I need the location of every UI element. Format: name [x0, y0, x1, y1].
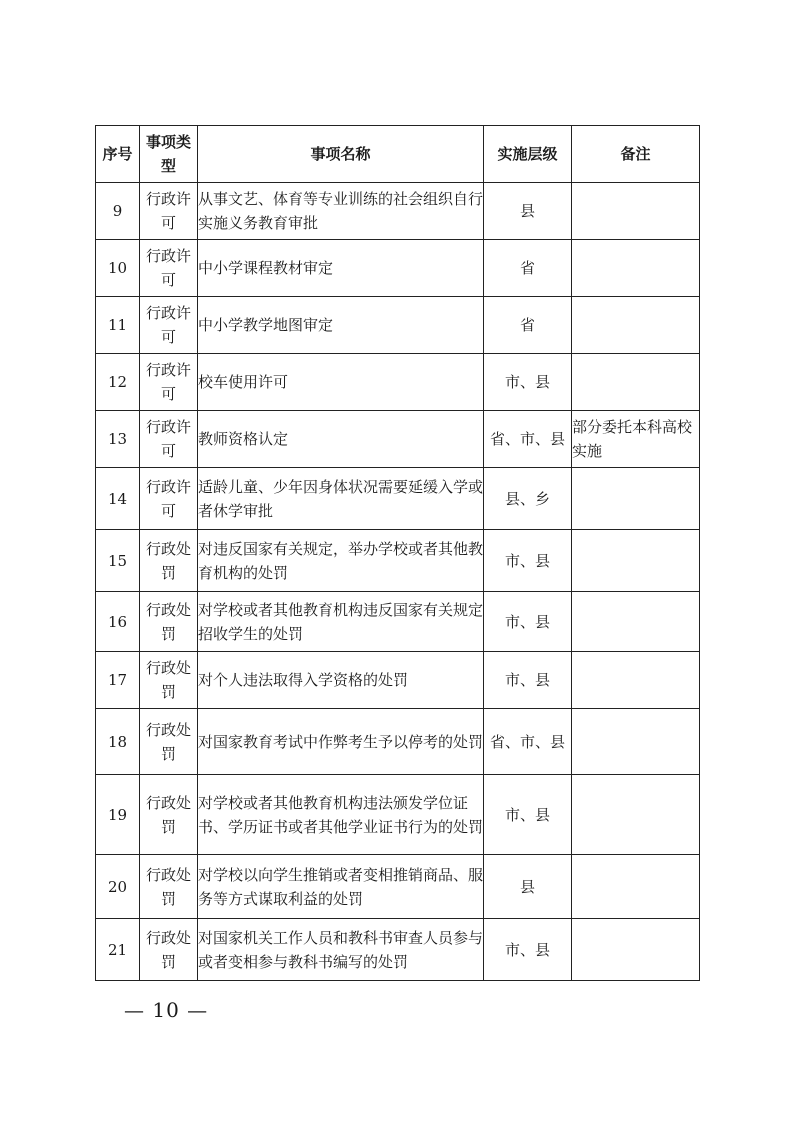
page-number: — 10 —: [124, 998, 209, 1022]
row-no: 19: [96, 775, 140, 855]
row-type: 行政处罚: [140, 592, 198, 652]
row-level: 县: [484, 855, 572, 919]
table-row: [96, 297, 700, 354]
row-level: 省、市、县: [484, 709, 572, 775]
row-level: 市、县: [484, 354, 572, 411]
row-type: 行政许可: [140, 240, 198, 297]
row-level: 市、县: [484, 919, 572, 981]
row-type: 行政许可: [140, 297, 198, 354]
row-level: 省、市、县: [484, 411, 572, 468]
row-note: [572, 468, 700, 530]
row-no: 10: [96, 240, 140, 297]
row-no: 18: [96, 709, 140, 775]
row-name: 校车使用许可: [198, 354, 484, 411]
row-note: [572, 775, 700, 855]
row-no: 20: [96, 855, 140, 919]
row-level: 市、县: [484, 592, 572, 652]
row-note: [572, 919, 700, 981]
table-row: [96, 855, 700, 919]
row-note: [572, 530, 700, 592]
row-name: 对国家机关工作人员和教科书审查人员参与或者变相参与教科书编写的处罚: [198, 919, 484, 981]
row-note: [572, 709, 700, 775]
row-no: 17: [96, 652, 140, 709]
row-level: 省: [484, 240, 572, 297]
row-type: 行政许可: [140, 183, 198, 240]
row-level: 县: [484, 183, 572, 240]
row-note: [572, 652, 700, 709]
row-no: 16: [96, 592, 140, 652]
row-no: 12: [96, 354, 140, 411]
row-no: 11: [96, 297, 140, 354]
row-level: 县、乡: [484, 468, 572, 530]
row-type: 行政许可: [140, 468, 198, 530]
row-level: 省: [484, 297, 572, 354]
header-row: [96, 126, 700, 183]
row-note: [572, 855, 700, 919]
row-note: [572, 297, 700, 354]
row-note: [572, 592, 700, 652]
table-row: [96, 240, 700, 297]
table-row: [96, 411, 700, 468]
row-name: 对学校以向学生推销或者变相推销商品、服务等方式谋取利益的处罚: [198, 855, 484, 919]
row-name: 从事文艺、体育等专业训练的社会组织自行实施义务教育审批: [198, 183, 484, 240]
table-row: [96, 468, 700, 530]
row-type: 行政许可: [140, 354, 198, 411]
row-note: [572, 240, 700, 297]
row-name: 适龄儿童、少年因身体状况需要延缓入学或者休学审批: [198, 468, 484, 530]
table-row: [96, 709, 700, 775]
row-type: 行政处罚: [140, 709, 198, 775]
row-name: 教师资格认定: [198, 411, 484, 468]
table-row: [96, 775, 700, 855]
row-no: 14: [96, 468, 140, 530]
table-row: [96, 354, 700, 411]
row-name: 对学校或者其他教育机构违法颁发学位证书、学历证书或者其他学业证书行为的处罚: [198, 775, 484, 855]
row-no: 21: [96, 919, 140, 981]
row-no: 9: [96, 183, 140, 240]
items-table: [95, 125, 700, 981]
table-row: [96, 919, 700, 981]
row-name: 对国家教育考试中作弊考生予以停考的处罚: [198, 709, 484, 775]
row-name: 对违反国家有关规定，举办学校或者其他教育机构的处罚: [198, 530, 484, 592]
row-note: [572, 354, 700, 411]
row-no: 15: [96, 530, 140, 592]
row-name: 中小学课程教材审定: [198, 240, 484, 297]
row-level: 市、县: [484, 530, 572, 592]
table-row: [96, 530, 700, 592]
row-type: 行政许可: [140, 411, 198, 468]
row-type: 行政处罚: [140, 775, 198, 855]
row-level: 市、县: [484, 652, 572, 709]
row-name: 对学校或者其他教育机构违反国家有关规定招收学生的处罚: [198, 592, 484, 652]
header-no: 序号: [96, 126, 140, 183]
header-type: 事项类型: [140, 126, 198, 183]
header-level: 实施层级: [484, 126, 572, 183]
row-note: [572, 183, 700, 240]
table-row: [96, 652, 700, 709]
row-name: 对个人违法取得入学资格的处罚: [198, 652, 484, 709]
row-type: 行政处罚: [140, 855, 198, 919]
row-note: 部分委托本科高校实施: [572, 411, 700, 468]
row-level: 市、县: [484, 775, 572, 855]
row-type: 行政处罚: [140, 919, 198, 981]
row-type: 行政处罚: [140, 530, 198, 592]
table-row: [96, 592, 700, 652]
table-row: [96, 183, 700, 240]
row-type: 行政处罚: [140, 652, 198, 709]
header-note: 备注: [572, 126, 700, 183]
header-name: 事项名称: [198, 126, 484, 183]
row-name: 中小学教学地图审定: [198, 297, 484, 354]
row-no: 13: [96, 411, 140, 468]
